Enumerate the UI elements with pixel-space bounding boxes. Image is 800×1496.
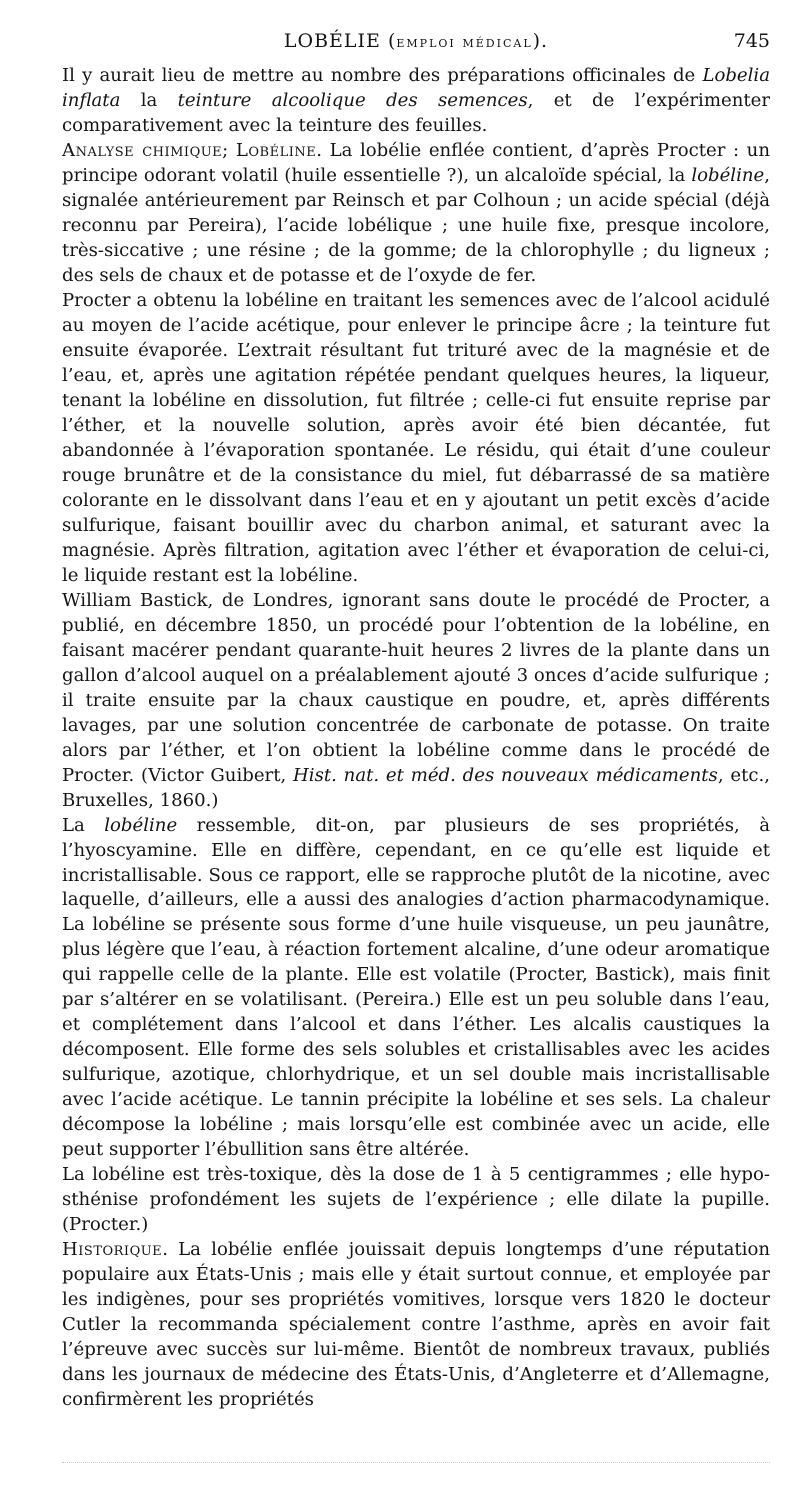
paragraph-p3	[62, 289, 770, 589]
paragraph-text: , et de l’expérimenter comparativement avec la teinture des feuilles.	[62, 89, 770, 136]
paragraph-p6	[62, 1163, 770, 1238]
italic-text: teinture alcoolique des semences	[177, 89, 528, 111]
paragraph-p5	[62, 814, 770, 1164]
paragraph-text: La lobéline est très-toxique, dès la dose de 1 à 5 centigrammes ; elle hyposthénise profondément les sujets de l’expérience ; elle dilate la pupille. (Procter.)	[62, 1164, 770, 1236]
paragraph-text: . La lobélie enflée jouissait depuis longtemps d’une réputation populaire aux États-Unis ; mais elle y était surtout connue, et employée par les indigènes, pour ses propriétés vomitives, lorsque vers 1820 le docteur Cutler la recommanda spécialement contre l’asthme, après en avoir fait l’épreuve avec succès sur lui-même. Bientôt de nombreux travaux, publiés dans les journaux de médecine des États-Unis, d’Angleterre et d’Allemagne, confirmèrent les propriétés	[62, 1239, 770, 1411]
section-heading: Analyse chimique	[62, 139, 223, 161]
paragraph-p1	[62, 64, 770, 139]
section-heading: Historique	[62, 1239, 163, 1261]
paragraph-text: Procter a obtenu la lobéline en traitant les semences avec de l’alcool acidulé au moyen de l’acide acétique, pour enlever le principe âcre ; la teinture fut ensuite évaporée. L’extrait résultant fut trituré avec de la magnésie et de l’eau, et, après une agitation répétée pendant quelques heures, la liqueur, tenant la lobéline en dissolution, fut filtrée ; celle-ci fut ensuite reprise par l’éther, et la nouvelle solution, après avoir été bien décantée, fut abandonnée à l’évaporation spontanée. Le résidu, qui était d’une couleur rouge brunâtre et de la consistance du miel, fut débarrassé de sa matière colorante en le dissolvant dans l’eau et en y ajoutant un petit excès d’acide sulfurique, faisant bouillir avec du charbon animal, et saturant avec la magnésie. Après filtration, agitation avec l’éther et évaporation de celui-ci, le liquide restant est la lobéline.	[62, 289, 770, 586]
footer-bleed-line	[62, 1462, 770, 1465]
italic-text: Lobelia inflata	[62, 65, 770, 111]
running-title-main: LOBÉLIE (	[283, 30, 397, 52]
page-body	[62, 64, 770, 1413]
running-title	[62, 30, 770, 52]
paragraph-p2	[62, 139, 770, 289]
paragraph-p7	[62, 1238, 770, 1413]
paragraph-text: ;	[222, 139, 236, 161]
page-header	[62, 30, 770, 58]
paragraph-text: Il y aurait lieu de mettre au nombre des préparations officinales de	[62, 65, 703, 86]
paragraph-text: William Bastick, de Londres, ignorant sans doute le procédé de Procter, a publié, en décembre 1850, un procédé pour l’obtention de la lobéline, en faisant macérer pendant quarante-huit heures 2 livres de la plante dans un gallon d’alcool auquel on a préalablement ajouté 3 onces d’acide sulfurique ; il traite ensuite par la chaux caustique en poudre, et, après différents lavages, par une solution concentrée de carbonate de potasse. On traite alors par l’éther, et l’on obtient la lobéline comme dans le procédé de Procter. (Victor Guibert,	[62, 589, 770, 786]
italic-text: Hist. nat. et méd. des nouveaux médicaments	[293, 764, 718, 786]
paragraph-text: , etc., Bruxelles, 1860.)	[62, 764, 770, 811]
paragraph-text: ressemble, dit-on, par plusieurs de ses propriétés, à l’hyoscyamine. Elle en diffère, cependant, en ce qu’elle est liquide et incristallisable. Sous ce rapport, elle se rapproche plutôt de la nicotine, avec laquelle, d’ailleurs, elle a aussi des analogies d’action pharmacodynamique. La lobéline se présente sous forme d’une huile visqueuse, un peu jaunâtre, plus légère que l’eau, à réaction fortement alcaline, d’une odeur aromatique qui rappelle celle de la plante. Elle est volatile (Procter, Bastick), mais finit par s’altérer en se volatilisant. (Pereira.) Elle est un peu soluble dans l’eau, et complétement dans l’alcool et dans l’éther. Les alcalis caustiques la décomposent. Elle forme des sels solubles et cristallisables avec les acides sulfurique, azotique, chlorhydrique, et un sel double mais incristallisable avec l’acide acétique. Le tannin précipite la lobéline et ses sels. La chaleur décompose la lobéline ; mais lorsqu’elle est combinée avec un acide, elle peut supporter l’ébullition sans être altérée.	[62, 814, 770, 1161]
page-number: 745	[733, 30, 770, 52]
italic-text: lobéline	[104, 814, 178, 836]
running-title-subtitle: emploi médical	[396, 33, 533, 51]
section-heading: Lobéline	[235, 139, 317, 161]
running-title-end: ).	[532, 30, 549, 52]
paragraph-p4	[62, 589, 770, 814]
paragraph-text: . La lobélie enflée contient, d’après Procter : un principe odorant volatil (huile essentielle ?), un alcaloïde spécial, la	[62, 139, 770, 186]
paragraph-text: , signalée antérieurement par Reinsch et par Colhoun ; un acide spécial (déjà reconnu par Pereira), l’acide lobélique ; une huile fixe, presque incolore, très-siccative ; une résine ; de la gomme; de la chlorophylle ; du ligneux ; des sels de chaux et de potasse et de l’oxyde de fer.	[62, 164, 770, 286]
italic-text: lobéline	[691, 164, 765, 186]
paragraph-text: la	[120, 89, 178, 111]
paragraph-text: La	[62, 814, 105, 836]
